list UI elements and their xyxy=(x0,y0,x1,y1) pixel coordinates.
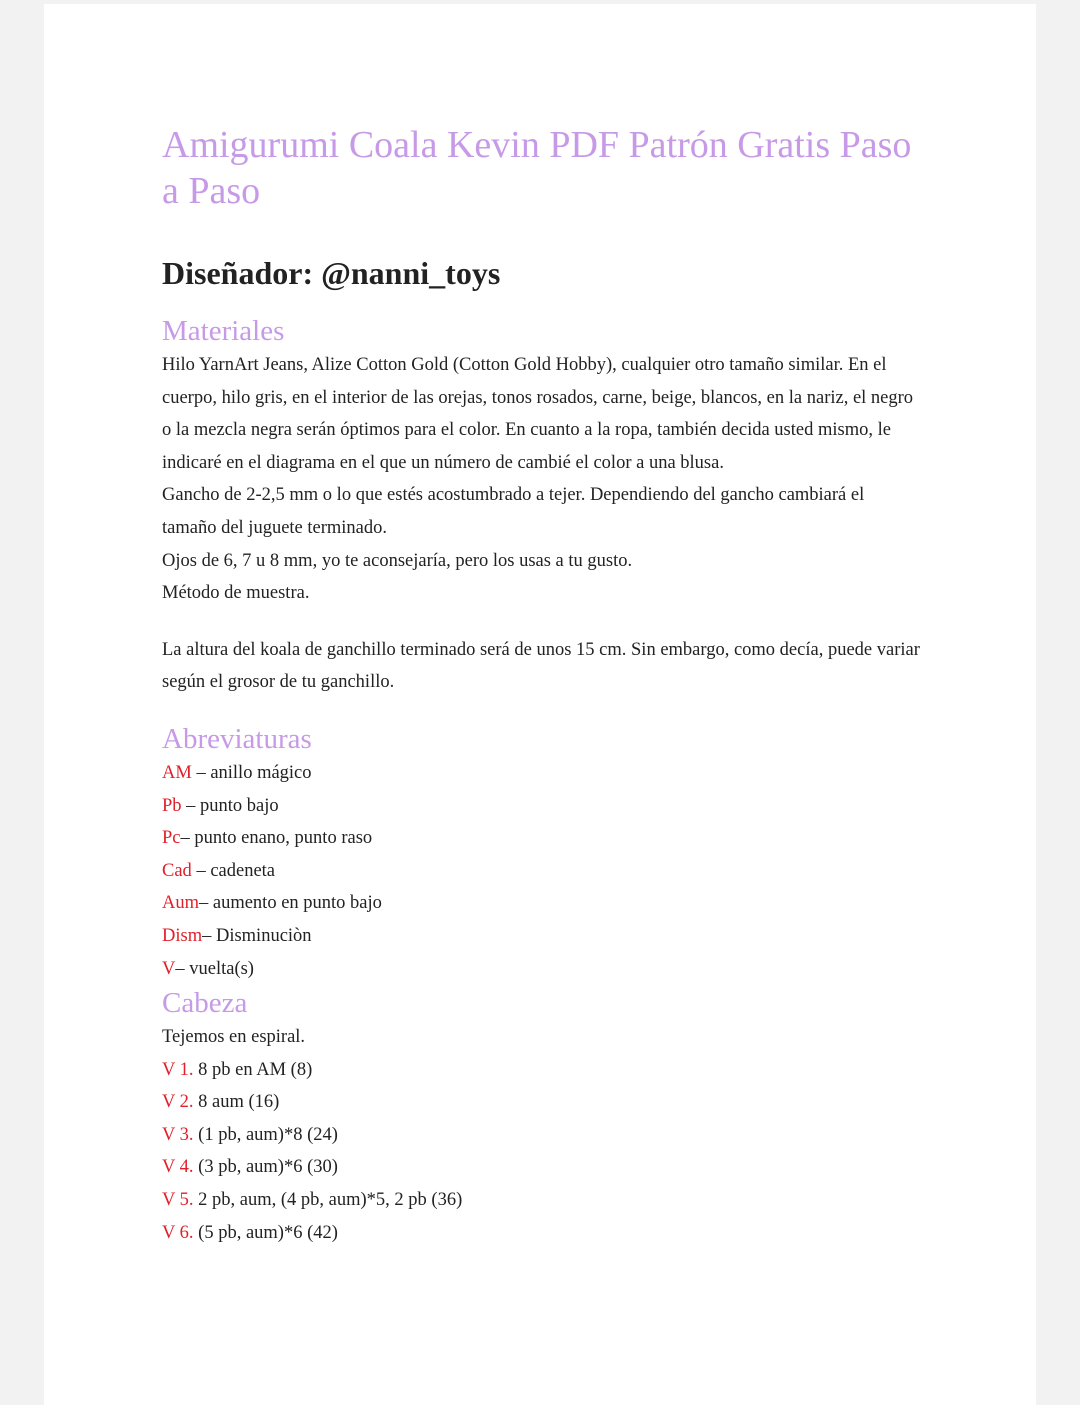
round-instruction: (5 pb, aum)*6 (42) xyxy=(193,1222,338,1243)
materiales-paragraph-yarn: Hilo YarnArt Jeans, Alize Cotton Gold (Cotton Gold Hobby), cualquier otro tamaño similar. En el cuerpo, hilo gris, en el interior de las orejas, tonos rosados, carne, beige, blancos, en la nariz, el negro o la mezcla negra serán óptimos para el color. En cuanto a la ropa, también decida usted mismo, le indicaré en el diagrama en el que un número de cambié el color a una blusa. xyxy=(162,355,914,473)
round-label: V 3. xyxy=(162,1124,194,1145)
round-instruction: 8 aum (16) xyxy=(193,1092,280,1113)
materiales-paragraph-method: Método de muestra. xyxy=(162,583,310,604)
round-item xyxy=(162,1054,922,1087)
round-item xyxy=(162,1184,922,1217)
round-item xyxy=(162,1086,922,1119)
round-label: V 1. xyxy=(162,1059,194,1080)
materiales-heading: Materiales xyxy=(162,315,285,347)
round-instruction: (1 pb, aum)*8 (24) xyxy=(193,1124,338,1145)
abbreviation-item xyxy=(162,855,922,888)
abreviaturas-heading: Abreviaturas xyxy=(162,722,312,755)
abbreviation-desc: – punto enano, punto raso xyxy=(180,828,373,849)
abbreviation-desc: – cadeneta xyxy=(191,860,276,881)
round-label: V 2. xyxy=(162,1092,194,1113)
round-instruction: 2 pb, aum, (4 pb, aum)*5, 2 pb (36) xyxy=(193,1190,463,1211)
round-instruction: (3 pb, aum)*6 (30) xyxy=(193,1157,338,1178)
round-label: V 4. xyxy=(162,1157,194,1178)
abbreviation-item xyxy=(162,887,922,920)
cabeza-heading: Cabeza xyxy=(162,987,248,1020)
round-item xyxy=(162,1119,922,1152)
abbreviation-code: Pc xyxy=(162,828,181,849)
abbreviation-item xyxy=(162,757,922,790)
round-item xyxy=(162,1217,922,1250)
abbreviation-desc: – punto bajo xyxy=(181,795,279,816)
abbreviation-desc: – anillo mágico xyxy=(191,762,312,783)
round-item xyxy=(162,1151,922,1184)
round-list xyxy=(162,1054,922,1250)
designer-credit: Diseñador: @nanni_toys xyxy=(162,255,501,291)
abbreviation-desc: – vuelta(s) xyxy=(175,958,254,979)
round-instruction: 8 pb en AM (8) xyxy=(193,1059,313,1080)
round-label: V 6. xyxy=(162,1222,194,1243)
abbreviation-code: Aum xyxy=(162,893,199,914)
abbreviation-item xyxy=(162,953,922,986)
materiales-paragraph-hook: Gancho de 2-2,5 mm o lo que estés acostumbrado a tejer. Dependiendo del gancho cambiará el tamaño del juguete terminado. xyxy=(162,485,865,538)
cabeza-intro: Tejemos en espiral. xyxy=(162,1027,306,1048)
abbreviation-code: V xyxy=(162,958,176,979)
document-content xyxy=(162,122,922,1249)
abbreviation-item xyxy=(162,920,922,953)
document-page xyxy=(44,4,1036,1405)
abbreviation-desc: – aumento en punto bajo xyxy=(199,893,382,914)
abbreviation-item xyxy=(162,822,922,855)
abbreviation-item xyxy=(162,790,922,823)
document-title: Amigurumi Coala Kevin PDF Patrón Gratis Paso a Paso xyxy=(162,124,912,212)
abbreviation-code: Dism xyxy=(162,925,203,946)
round-label: V 5. xyxy=(162,1190,194,1211)
abbreviation-list xyxy=(162,757,922,985)
abbreviation-desc: – Disminuciòn xyxy=(202,925,312,946)
abbreviation-code: Cad xyxy=(162,860,192,881)
height-note: La altura del koala de ganchillo terminado será de unos 15 cm. Sin embargo, como decía, puede variar según el grosor de tu ganchillo. xyxy=(162,639,920,693)
abbreviation-code: AM xyxy=(162,762,192,783)
materiales-paragraph-eyes: Ojos de 6, 7 u 8 mm, yo te aconsejaría, pero los usas a tu gusto. xyxy=(162,550,633,571)
abbreviation-code: Pb xyxy=(162,795,182,816)
